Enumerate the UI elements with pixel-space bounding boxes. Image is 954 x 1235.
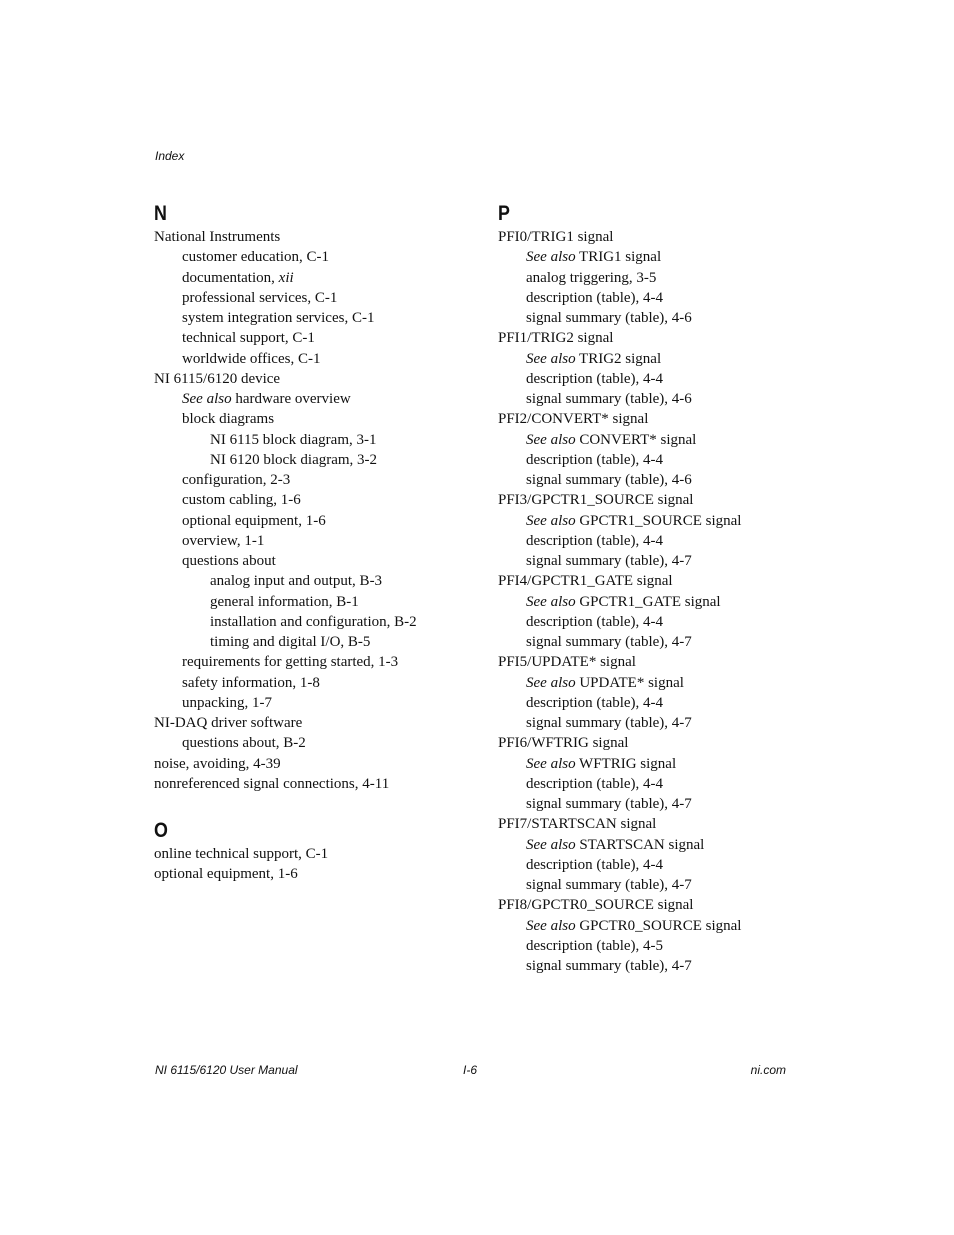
- index-entry: [498, 673, 798, 693]
- see-also-label: See also: [526, 755, 576, 772]
- index-entry: [154, 470, 474, 490]
- entry-page-italic: xii: [278, 269, 294, 286]
- entry-text: UPDATE* signal: [575, 674, 684, 691]
- entry-text: signal summary (table), 4-7: [526, 553, 692, 569]
- entry-text: description (table), 4-4: [526, 694, 664, 711]
- entry-text: online technical support, C-1: [154, 846, 329, 862]
- index-entry: [154, 369, 474, 389]
- entry-text: questions about, B-2: [182, 735, 306, 752]
- index-entry: [498, 470, 798, 490]
- entry-text: GPCTR0_SOURCE signal: [575, 917, 742, 934]
- entry-text: unpacking, 1-7: [182, 694, 272, 711]
- index-entry: [498, 835, 798, 855]
- index-entry: [498, 814, 798, 834]
- entry-text: CONVERT* signal: [575, 431, 697, 448]
- entry-text: NI 6115 block diagram, 3-1: [210, 431, 377, 448]
- index-entry: [498, 389, 798, 409]
- entry-text: National Instruments: [154, 229, 281, 245]
- entry-text: description (table), 4-4: [526, 289, 664, 306]
- index-entry: [498, 531, 798, 551]
- section-letter: N: [154, 202, 167, 225]
- index-entry: [154, 328, 474, 348]
- entry-text: configuration, 2-3: [182, 472, 291, 488]
- index-entry: [154, 733, 474, 753]
- index-entry: [498, 247, 798, 267]
- index-entry: [498, 855, 798, 875]
- entry-text: professional services, C-1: [182, 289, 338, 306]
- index-entry: [154, 531, 474, 551]
- entry-text: TRIG2 signal: [575, 350, 662, 367]
- footer-manual-title: NI 6115/6120 User Manual: [155, 1063, 298, 1077]
- see-also-label: See also: [526, 249, 576, 266]
- entry-text: NI 6120 block diagram, 3-2: [210, 451, 378, 468]
- index-entry: [154, 450, 474, 470]
- index-entry: [498, 328, 798, 348]
- index-entry: [498, 268, 798, 288]
- entry-text: PFI1/TRIG2 signal: [498, 330, 614, 347]
- see-also-label: See also: [182, 391, 232, 407]
- entry-text: PFI0/TRIG1 signal: [498, 229, 614, 245]
- index-entry: [154, 389, 474, 409]
- entry-text: description (table), 4-4: [526, 856, 664, 873]
- entry-text: installation and configuration, B-2: [210, 613, 417, 630]
- index-entry: [498, 571, 798, 591]
- index-section-o: [154, 817, 474, 885]
- entry-text: signal summary (table), 4-6: [526, 310, 692, 326]
- entry-text: optional equipment, 1-6: [182, 512, 326, 529]
- index-entry: [154, 592, 474, 612]
- entry-text: description (table), 4-4: [526, 613, 664, 630]
- entry-text: signal summary (table), 4-7: [526, 796, 692, 812]
- entry-text: block diagrams: [182, 411, 275, 428]
- footer-site: ni.com: [750, 1063, 786, 1077]
- entry-text: system integration services, C-1: [182, 310, 375, 326]
- index-entry: [154, 632, 474, 652]
- entry-text: NI-DAQ driver software: [154, 715, 303, 731]
- entry-text: PFI2/CONVERT* signal: [498, 411, 649, 428]
- index-entry: [498, 369, 798, 389]
- index-entry: [154, 409, 474, 429]
- index-entry: [498, 916, 798, 936]
- index-entry: [154, 612, 474, 632]
- entry-text: signal summary (table), 4-7: [526, 715, 692, 731]
- entry-text: description (table), 4-4: [526, 370, 664, 387]
- entry-text: worldwide offices, C-1: [182, 350, 321, 367]
- index-entry: [498, 430, 798, 450]
- index-entry: [154, 308, 474, 328]
- entry-text: custom cabling, 1-6: [182, 492, 301, 509]
- index-entry: [154, 774, 474, 794]
- index-entry: [498, 895, 798, 915]
- entry-text: noise, avoiding, 4-39: [154, 755, 281, 772]
- index-section-n: [154, 200, 474, 794]
- index-entry: [498, 632, 798, 652]
- entry-text: questions about: [182, 553, 276, 569]
- index-entry: [498, 349, 798, 369]
- index-entry: [154, 551, 474, 571]
- index-entry: [154, 268, 474, 288]
- index-entry: [498, 693, 798, 713]
- index-entry: [154, 490, 474, 510]
- entry-text: documentation,: [182, 269, 279, 286]
- see-also-label: See also: [526, 674, 576, 691]
- entry-text: TRIG1 signal: [575, 249, 662, 266]
- index-entry: [498, 409, 798, 429]
- footer-page-number: I-6: [463, 1063, 478, 1077]
- index-entry: [498, 511, 798, 531]
- index-section-p: [498, 200, 798, 976]
- entry-text: description (table), 4-5: [526, 937, 664, 954]
- index-entry: [154, 349, 474, 369]
- running-head: Index: [155, 149, 185, 163]
- entry-text: nonreferenced signal connections, 4-11: [154, 775, 390, 792]
- entry-text: analog input and output, B-3: [210, 573, 383, 590]
- index-entry: [154, 430, 474, 450]
- index-entry: [154, 288, 474, 308]
- entry-text: signal summary (table), 4-7: [526, 634, 692, 650]
- see-also-label: See also: [526, 836, 576, 853]
- entry-text: GPCTR1_SOURCE signal: [575, 512, 742, 529]
- index-entry: [498, 227, 798, 247]
- index-entry: [154, 247, 474, 267]
- entry-text: description (table), 4-4: [526, 775, 664, 792]
- entry-text: PFI8/GPCTR0_SOURCE signal: [498, 897, 694, 914]
- entry-text: description (table), 4-4: [526, 451, 664, 468]
- entry-text: GPCTR1_GATE signal: [575, 593, 721, 610]
- index-entry: [154, 511, 474, 531]
- index-column-left: [154, 200, 474, 885]
- entry-text: WFTRIG signal: [575, 755, 677, 772]
- see-also-label: See also: [526, 593, 576, 610]
- index-entry: [154, 693, 474, 713]
- index-entry: [154, 713, 474, 733]
- index-entry: [154, 673, 474, 693]
- entry-text: hardware overview: [231, 391, 351, 407]
- entry-text: PFI5/UPDATE* signal: [498, 654, 636, 671]
- index-entry: [154, 652, 474, 672]
- index-entry: [154, 844, 474, 864]
- index-entry: [498, 936, 798, 956]
- entry-text: general information, B-1: [210, 593, 359, 610]
- see-also-label: See also: [526, 917, 576, 934]
- index-entry: [498, 652, 798, 672]
- entry-text: signal summary (table), 4-7: [526, 877, 692, 893]
- entry-text: optional equipment, 1-6: [154, 866, 298, 883]
- index-entry: [498, 612, 798, 632]
- entry-text: signal summary (table), 4-6: [526, 391, 692, 407]
- entry-text: signal summary (table), 4-7: [526, 958, 692, 974]
- entry-text: analog triggering, 3-5: [526, 269, 657, 286]
- index-entry: [498, 956, 798, 976]
- index-entry: [498, 288, 798, 308]
- index-entry: [498, 713, 798, 733]
- index-column-right: [498, 200, 798, 976]
- entry-text: customer education, C-1: [182, 249, 330, 266]
- index-entry: [498, 754, 798, 774]
- section-letter: P: [498, 202, 510, 225]
- index-entry: [498, 551, 798, 571]
- index-entry: [154, 227, 474, 247]
- index-entry: [154, 754, 474, 774]
- index-entry: [154, 571, 474, 591]
- entry-text: PFI6/WFTRIG signal: [498, 735, 629, 752]
- index-entry: [498, 592, 798, 612]
- entry-text: PFI3/GPCTR1_SOURCE signal: [498, 492, 694, 509]
- index-entry: [498, 490, 798, 510]
- entry-text: NI 6115/6120 device: [154, 370, 281, 387]
- entry-text: description (table), 4-4: [526, 532, 664, 549]
- index-entry: [498, 308, 798, 328]
- entry-text: technical support, C-1: [182, 330, 315, 347]
- index-entry: [498, 774, 798, 794]
- see-also-label: See also: [526, 350, 576, 367]
- index-entry: [498, 794, 798, 814]
- entry-text: PFI4/GPCTR1_GATE signal: [498, 573, 673, 590]
- section-letter: O: [154, 819, 168, 842]
- index-entry: [498, 450, 798, 470]
- entry-text: signal summary (table), 4-6: [526, 472, 692, 488]
- index-entry: [498, 733, 798, 753]
- entry-text: timing and digital I/O, B-5: [210, 634, 371, 650]
- index-entry: [498, 875, 798, 895]
- see-also-label: See also: [526, 512, 576, 529]
- entry-text: requirements for getting started, 1-3: [182, 654, 399, 671]
- entry-text: overview, 1-1: [182, 532, 265, 549]
- entry-text: PFI7/STARTSCAN signal: [498, 816, 657, 833]
- entry-text: safety information, 1-8: [182, 674, 320, 691]
- see-also-label: See also: [526, 431, 576, 448]
- index-entry: [154, 864, 474, 884]
- entry-text: STARTSCAN signal: [575, 836, 705, 853]
